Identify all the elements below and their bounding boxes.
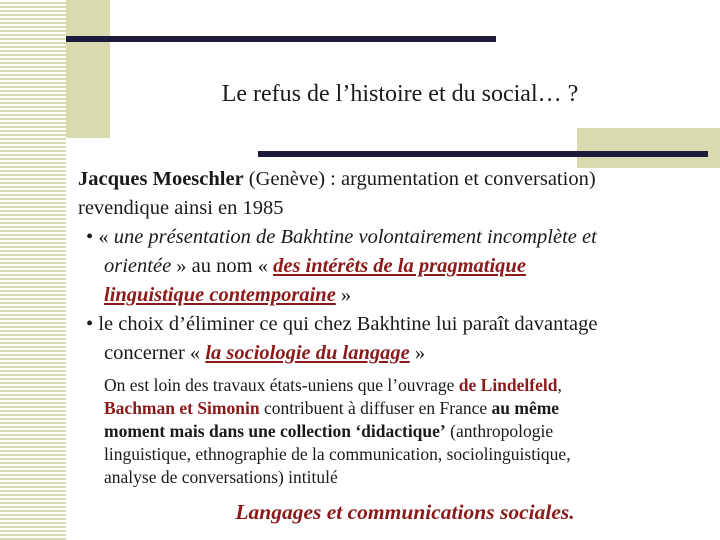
intro-line-2: revendique ainsi en 1985: [78, 197, 284, 219]
collection-title: Langages et communications sociales.: [235, 500, 575, 524]
paragraph-line-3: moment mais dans une collection ‘didactique’ (anthropologie: [104, 421, 554, 441]
paragraph-line-5: analyse de conversations) intitulé: [104, 467, 338, 487]
authors-bachman-simonin: Bachman et Simonin: [104, 398, 260, 418]
intro-line-1: [78, 165, 712, 194]
bullet-marker: •: [86, 313, 94, 335]
bullet-marker: •: [86, 226, 94, 248]
quote-text: une présentation de Bakhtine volontairement incomplète et: [113, 226, 597, 248]
bullet-2-line-2: concerner « la sociologie du langage »: [104, 342, 426, 364]
author-lindelfeld: de Lindelfeld: [458, 375, 558, 395]
decorative-stripes: [0, 0, 66, 540]
top-rule: [66, 36, 496, 42]
emphasis-pragmatique: des intérêts de la pragmatique: [273, 255, 526, 277]
bullet-1-line-2: orientée » au nom « des intérêts de la pragmatique: [104, 255, 526, 277]
slide-body: [78, 165, 712, 527]
bullet-2-line-1: • le choix d’éliminer ce qui chez Bakhtine lui paraît davantage: [86, 313, 598, 335]
intro-rest: (Genève) : argumentation et conversation): [243, 168, 596, 190]
emphasis-sociologie: la sociologie du langage: [205, 342, 410, 364]
paragraph-line-1: On est loin des travaux états-uniens que l’ouvrage de Lindelfeld,: [104, 375, 562, 395]
decorative-block-right: [577, 128, 720, 168]
paragraph-line-4: linguistique, ethnographie de la communication, sociolinguistique,: [104, 444, 571, 464]
slide-title: Le refus de l’histoire et du social… ?: [221, 81, 579, 107]
paragraph-line-2: Bachman et Simonin contribuent à diffuser en France au même: [104, 398, 560, 418]
decorative-block-top: [66, 0, 110, 138]
title-underline-rule: [258, 151, 708, 157]
emphasis-linguistique: linguistique contemporaine: [104, 284, 336, 306]
author-name: Jacques Moeschler: [78, 168, 244, 190]
bullet-1-line-3: linguistique contemporaine »: [104, 284, 352, 306]
bullet-1-line-1: • « une présentation de Bakhtine volontairement incomplète et: [86, 226, 597, 248]
